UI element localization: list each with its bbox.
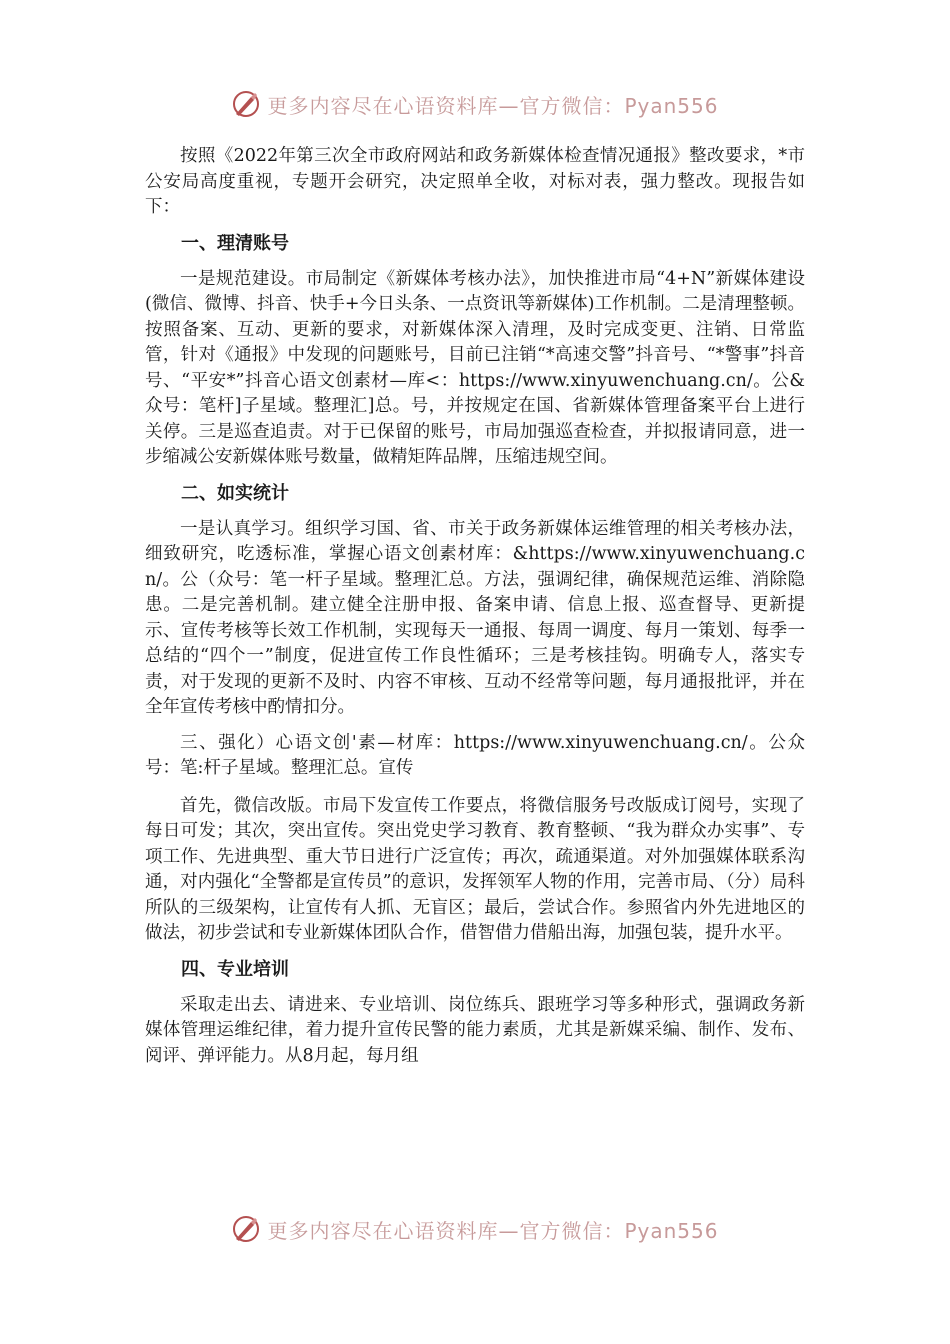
pen-circle-logo-icon xyxy=(231,1214,261,1244)
section-1-paragraph: 一是规范建设。市局制定《新媒体考核办法》，加快推进市局“4+N”新媒体建设(微信、微博、抖音、快手+今日头条、一点资讯等新媒体)工作机制。二是清理整顿。按照备案、互动、更新的要求，对新媒体深入清理，及时完成变更、注销、日常监管，针对《通报》中发现的问题账号，目前已注销“*高速交警”抖音号、“*警事”抖音号、“平安*”抖音心语文创素材—库<：https://www.xinyuwenchuang.cn/。公&众号：笔杆]子星域。整理汇]总。号，并按规定在国、省新媒体管理备案平台上进行关停。三是巡查追责。对于已保留的账号，市局加强巡查检查，并拟报请同意，进一步缩减公安新媒体账号数量，做精矩阵品牌，压缩违规空间。 xyxy=(145,268,805,467)
pen-circle-logo-icon xyxy=(231,89,261,119)
intro-paragraph: 按照《2022年第三次全市政府网站和政务新媒体检查情况通报》整改要求，*市公安局高度重视，专题开会研究，决定照单全收，对标对表，强力整改。现报告如下： xyxy=(145,146,805,217)
section-3-paragraph: 首先，微信改版。市局下发宣传工作要点，将微信服务号改版成订阅号，实现了每日可发；其次，突出宣传。突出党史学习教育、教育整顿、“我为群众办实事”、专项工作、先进典型、重大节日进行广泛宣传；再次，疏通渠道。对外加强媒体联系沟通，对内强化“全警都是宣传员”的意识，发挥领军人物的作用，完善市局、（分）局科所队的三级架构，让宣传有人抓、无盲区；最后，尝试合作。参照省内外先进地区的做法，初步尝试和专业新媒体团队合作，借智借力借船出海，加强包装，提升水平。 xyxy=(145,795,805,943)
section-2-heading: 二、如实统计 xyxy=(181,482,289,504)
section-3-heading-line: 三、强化）心语文创'素—材库：https://www.xinyuwenchuang.cn/。公众号：笔:杆子星域。整理汇总。宣传 xyxy=(145,732,805,778)
header-banner-text: 更多内容尽在心语资料库—官方微信：Pyan556 xyxy=(267,93,719,118)
section-2-paragraph: 一是认真学习。组织学习国、省、市关于政务新媒体运维管理的相关考核办法，细致研究，吃透标准，掌握心语文创素材库：&https://www.xinyuwenchuang.cn/。公（众号：笔一杆子星域。整理汇总。方法，强调纪律，确保规范运维、消除隐患。二是完善机制。建立健全注册申报、备案申请、信息上报、巡查督导、更新提示、宣传考核等长效工作机制，实现每天一通报、每周一调度、每月一策划、每季一总结的“四个一”制度，促进宣传工作良性循环；三是考核挂钩。明确专人，落实专责，对于发现的更新不及时、内容不审核、互动不经常等问题，每月通报批评，并在全年宣传考核中酌情扣分。 xyxy=(145,518,805,717)
document-body xyxy=(145,144,805,1075)
section-4-paragraph: 采取走出去、请进来、专业培训、岗位练兵、跟班学习等多种形式，强调政务新媒体管理运维纪律，着力提升宣传民警的能力素质，尤其是新媒采编、制作、发布、阅评、弹评能力。从8月起，每月组 xyxy=(145,994,805,1066)
section-4-heading: 四、专业培训 xyxy=(181,958,289,980)
section-1-heading: 一、理清账号 xyxy=(181,232,289,254)
footer-banner xyxy=(0,1209,950,1249)
footer-banner-text: 更多内容尽在心语资料库—官方微信：Pyan556 xyxy=(267,1218,719,1243)
header-banner xyxy=(0,84,950,124)
